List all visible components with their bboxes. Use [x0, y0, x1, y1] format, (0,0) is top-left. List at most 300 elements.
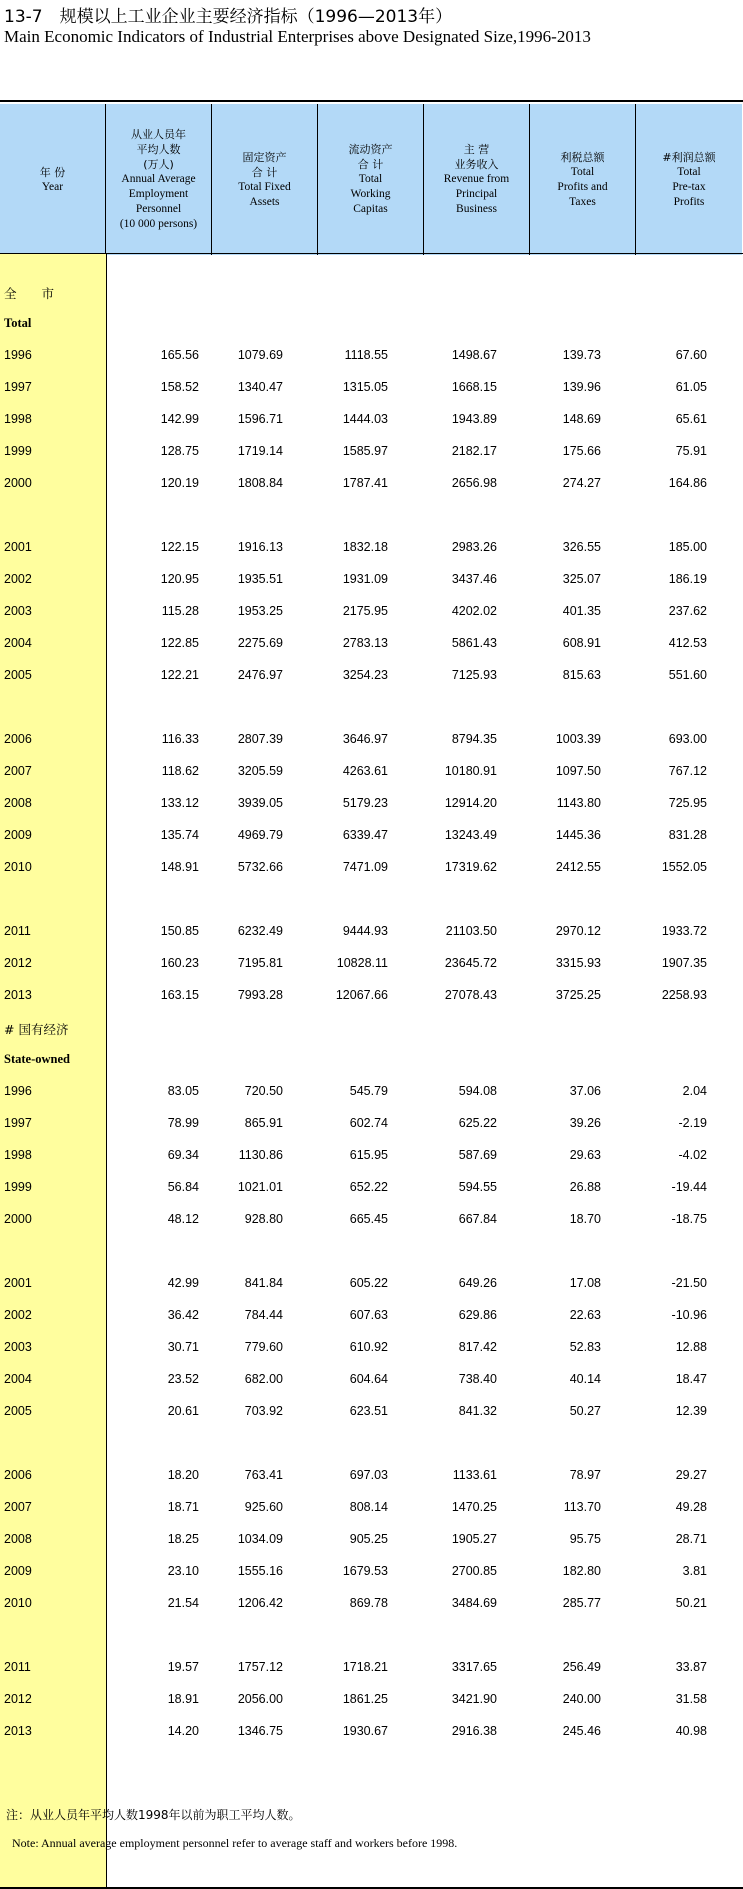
- value-cell: 2175.95: [342, 604, 388, 618]
- value-cell: 122.85: [160, 636, 199, 650]
- value-cell: 325.07: [562, 572, 601, 586]
- value-cell: 1097.50: [555, 764, 601, 778]
- value-cell: 2807.39: [237, 732, 283, 746]
- value-cell: 1668.15: [451, 380, 497, 394]
- value-cell: 7195.81: [237, 956, 283, 970]
- value-cell: 122.15: [160, 540, 199, 554]
- year-cell: 2008: [4, 796, 32, 810]
- value-cell: 3725.25: [555, 988, 601, 1002]
- value-cell: 1916.13: [237, 540, 283, 554]
- value-cell: 625.22: [458, 1116, 497, 1130]
- value-cell: 28.71: [675, 1532, 707, 1546]
- value-cell: 40.98: [675, 1724, 707, 1738]
- value-cell: 78.97: [569, 1468, 601, 1482]
- table-row: [0, 986, 743, 1006]
- value-cell: 3484.69: [451, 1596, 497, 1610]
- year-cell: 1998: [4, 1148, 32, 1162]
- value-cell: 182.80: [562, 1564, 601, 1578]
- value-cell: 18.20: [167, 1468, 199, 1482]
- year-column: [0, 254, 107, 1887]
- value-cell: 12067.66: [335, 988, 388, 1002]
- year-cell: 2004: [4, 636, 32, 650]
- value-cell: 39.26: [569, 1116, 601, 1130]
- value-cell: 65.61: [675, 412, 707, 426]
- table-row: [0, 1722, 743, 1742]
- value-cell: 3.81: [682, 1564, 707, 1578]
- year-cell: 2002: [4, 1308, 32, 1322]
- table-row: [0, 1146, 743, 1166]
- value-cell: 6339.47: [342, 828, 388, 842]
- year-cell: 1997: [4, 380, 32, 394]
- year-cell: 2002: [4, 572, 32, 586]
- value-cell: 4202.02: [451, 604, 497, 618]
- header-cn-4: 主 营 业务收入: [454, 143, 499, 171]
- table-row: [0, 1466, 743, 1486]
- table-row: [0, 1370, 743, 1390]
- value-cell: 23.10: [167, 1564, 199, 1578]
- year-cell: 1996: [4, 1084, 32, 1098]
- table-row: [0, 1274, 743, 1294]
- value-cell: -19.44: [671, 1180, 707, 1194]
- value-cell: 135.74: [160, 828, 199, 842]
- value-cell: 139.73: [562, 348, 601, 362]
- table-row: [0, 1690, 743, 1710]
- header-col-1: [106, 104, 212, 255]
- year-cell: 2000: [4, 1212, 32, 1226]
- value-cell: 607.63: [349, 1308, 388, 1322]
- value-cell: 48.12: [167, 1212, 199, 1226]
- header-col-3: [318, 104, 424, 255]
- value-cell: 869.78: [349, 1596, 388, 1610]
- value-cell: 1498.67: [451, 348, 497, 362]
- year-cell: 2008: [4, 1532, 32, 1546]
- value-cell: 56.84: [167, 1180, 199, 1194]
- value-cell: 8794.35: [451, 732, 497, 746]
- header-cn-1: 从业人员年 平均人数 (万人): [130, 128, 186, 171]
- value-cell: 925.60: [244, 1500, 283, 1514]
- value-cell: 256.49: [562, 1660, 601, 1674]
- value-cell: 7993.28: [237, 988, 283, 1002]
- value-cell: 274.27: [562, 476, 601, 490]
- table-row: [0, 1530, 743, 1550]
- value-cell: -10.96: [671, 1308, 707, 1322]
- value-cell: 779.60: [244, 1340, 283, 1354]
- value-cell: 1907.35: [661, 956, 707, 970]
- note-cn: 注：从业人员年平均人数1998年以前为职工平均人数。: [6, 1808, 301, 1822]
- table-row: [0, 602, 743, 622]
- header-col-4: [424, 104, 530, 255]
- table-row: [0, 1658, 743, 1678]
- header-col-2: [212, 104, 318, 255]
- value-cell: 2.04: [682, 1084, 707, 1098]
- value-cell: 164.86: [668, 476, 707, 490]
- value-cell: 1718.21: [342, 1660, 388, 1674]
- table-row: [0, 378, 743, 398]
- table-row: [0, 922, 743, 942]
- value-cell: 2700.85: [451, 1564, 497, 1578]
- value-cell: 22.63: [569, 1308, 601, 1322]
- value-cell: 3421.90: [451, 1692, 497, 1706]
- value-cell: 594.55: [458, 1180, 497, 1194]
- table-row: [0, 794, 743, 814]
- value-cell: 665.45: [349, 1212, 388, 1226]
- section-label-cn: 全 市: [4, 286, 55, 301]
- table-row: [0, 442, 743, 462]
- value-cell: 3254.23: [342, 668, 388, 682]
- header-en-2: Total Fixed Assets: [238, 180, 291, 208]
- value-cell: 285.77: [562, 1596, 601, 1610]
- value-cell: 69.34: [167, 1148, 199, 1162]
- value-cell: 21103.50: [445, 924, 497, 938]
- value-cell: 1079.69: [237, 348, 283, 362]
- value-cell: 615.95: [349, 1148, 388, 1162]
- value-cell: -21.50: [671, 1276, 707, 1290]
- year-cell: 1999: [4, 1180, 32, 1194]
- value-cell: 608.91: [562, 636, 601, 650]
- value-cell: 401.35: [562, 604, 601, 618]
- value-cell: 1552.05: [661, 860, 707, 874]
- value-cell: 697.03: [349, 1468, 388, 1482]
- value-cell: 412.53: [668, 636, 707, 650]
- header-col-0: [0, 104, 106, 255]
- year-cell: 2009: [4, 1564, 32, 1578]
- table-row: [0, 1114, 743, 1134]
- header-en-0: Year: [41, 180, 64, 193]
- value-cell: 2275.69: [237, 636, 283, 650]
- year-cell: 2011: [4, 924, 31, 938]
- table-row: [0, 474, 743, 494]
- table-row: [0, 538, 743, 558]
- header-cn-0: 年 份: [39, 165, 66, 179]
- header-cn-3: 流动资产 合 计: [348, 143, 393, 171]
- value-cell: 23645.72: [444, 956, 497, 970]
- value-cell: 784.44: [244, 1308, 283, 1322]
- value-cell: 148.91: [160, 860, 199, 874]
- value-cell: 175.66: [562, 444, 601, 458]
- value-cell: 738.40: [458, 1372, 497, 1386]
- value-cell: 120.95: [160, 572, 199, 586]
- header-cn-5: 利税总额: [560, 150, 605, 164]
- value-cell: 240.00: [562, 1692, 601, 1706]
- table-row: [0, 1210, 743, 1230]
- value-cell: 841.32: [458, 1404, 497, 1418]
- year-cell: 1996: [4, 348, 32, 362]
- value-cell: 128.75: [160, 444, 199, 458]
- value-cell: 545.79: [349, 1084, 388, 1098]
- table-row: [0, 1338, 743, 1358]
- value-cell: 3646.97: [342, 732, 388, 746]
- value-cell: 150.85: [160, 924, 199, 938]
- value-cell: 2412.55: [555, 860, 601, 874]
- value-cell: 12.39: [675, 1404, 707, 1418]
- value-cell: 763.41: [244, 1468, 283, 1482]
- value-cell: 720.50: [244, 1084, 283, 1098]
- note-en: Note: Annual average employment personnel refer to average staff and workers before 1998.: [12, 1836, 458, 1850]
- value-cell: 18.70: [569, 1212, 601, 1226]
- value-cell: 31.58: [675, 1692, 707, 1706]
- value-cell: 1931.09: [342, 572, 388, 586]
- value-cell: 1953.25: [237, 604, 283, 618]
- value-cell: 2258.93: [661, 988, 707, 1002]
- value-cell: 49.28: [675, 1500, 707, 1514]
- year-cell: 1999: [4, 444, 32, 458]
- header-cn-6: #利润总额: [662, 150, 716, 164]
- value-cell: 27078.43: [444, 988, 497, 1002]
- value-cell: 1118.55: [344, 348, 388, 362]
- header-divider: [0, 253, 743, 254]
- value-cell: 18.25: [167, 1532, 199, 1546]
- value-cell: 682.00: [244, 1372, 283, 1386]
- value-cell: 604.64: [349, 1372, 388, 1386]
- year-cell: 2001: [4, 1276, 32, 1290]
- value-cell: 602.74: [349, 1116, 388, 1130]
- value-cell: 2783.13: [342, 636, 388, 650]
- value-cell: 1143.80: [556, 796, 601, 810]
- value-cell: 12.88: [675, 1340, 707, 1354]
- year-cell: 2006: [4, 732, 32, 746]
- value-cell: 113.70: [563, 1500, 601, 1514]
- value-cell: 5732.66: [237, 860, 283, 874]
- year-cell: 2007: [4, 1500, 32, 1514]
- value-cell: 1315.05: [342, 380, 388, 394]
- year-cell: 2009: [4, 828, 32, 842]
- value-cell: 120.19: [160, 476, 199, 490]
- value-cell: 2656.98: [451, 476, 497, 490]
- year-cell: 2007: [4, 764, 32, 778]
- year-cell: 1998: [4, 412, 32, 426]
- value-cell: 1555.16: [237, 1564, 283, 1578]
- year-cell: 2001: [4, 540, 32, 554]
- value-cell: 18.91: [167, 1692, 199, 1706]
- value-cell: 1130.86: [238, 1148, 283, 1162]
- value-cell: 186.19: [668, 572, 707, 586]
- value-cell: 905.25: [349, 1532, 388, 1546]
- value-cell: 165.56: [160, 348, 199, 362]
- value-cell: 26.88: [569, 1180, 601, 1194]
- table-row: [0, 954, 743, 974]
- value-cell: 118.62: [161, 764, 199, 778]
- value-cell: 1930.67: [342, 1724, 388, 1738]
- table-row: [0, 346, 743, 366]
- value-cell: 7471.09: [342, 860, 388, 874]
- value-cell: 20.61: [167, 1404, 199, 1418]
- value-cell: 1340.47: [237, 380, 283, 394]
- value-cell: 1445.36: [555, 828, 601, 842]
- value-cell: 1905.27: [451, 1532, 497, 1546]
- year-cell: 2013: [4, 988, 32, 1002]
- value-cell: 83.05: [167, 1084, 199, 1098]
- value-cell: 5861.43: [451, 636, 497, 650]
- table-header: [0, 100, 743, 255]
- value-cell: 2916.38: [451, 1724, 497, 1738]
- value-cell: 667.84: [458, 1212, 497, 1226]
- value-cell: 12914.20: [444, 796, 497, 810]
- table-row: [0, 1402, 743, 1422]
- value-cell: 1133.61: [452, 1468, 497, 1482]
- section-label-cn: # 国有经济: [4, 1022, 69, 1037]
- value-cell: 3437.46: [451, 572, 497, 586]
- value-cell: 52.83: [569, 1340, 601, 1354]
- value-cell: 50.21: [675, 1596, 707, 1610]
- value-cell: 3939.05: [237, 796, 283, 810]
- value-cell: 2970.12: [555, 924, 601, 938]
- value-cell: 36.42: [167, 1308, 199, 1322]
- value-cell: 649.26: [458, 1276, 497, 1290]
- value-cell: 1719.14: [237, 444, 283, 458]
- value-cell: 158.52: [160, 380, 199, 394]
- value-cell: 9444.93: [342, 924, 388, 938]
- year-cell: 2011: [4, 1660, 31, 1674]
- value-cell: 7125.93: [451, 668, 497, 682]
- value-cell: 19.57: [167, 1660, 199, 1674]
- value-cell: 2182.17: [451, 444, 497, 458]
- value-cell: 163.15: [160, 988, 199, 1002]
- value-cell: 50.27: [569, 1404, 601, 1418]
- table-row: [0, 1082, 743, 1102]
- value-cell: 865.91: [244, 1116, 283, 1130]
- value-cell: 18.47: [675, 1372, 707, 1386]
- value-cell: 1832.18: [342, 540, 388, 554]
- year-cell: 2000: [4, 476, 32, 490]
- section-label-en: Total: [4, 316, 32, 330]
- table-row: [0, 858, 743, 878]
- value-cell: 133.12: [160, 796, 199, 810]
- value-cell: 1444.03: [342, 412, 388, 426]
- value-cell: 1757.12: [237, 1660, 283, 1674]
- header-en-5: Total Profits and Taxes: [557, 165, 608, 208]
- value-cell: 551.60: [668, 668, 707, 682]
- value-cell: 326.55: [562, 540, 601, 554]
- year-cell: 2005: [4, 1404, 32, 1418]
- table-row: [0, 1306, 743, 1326]
- header-col-5: [530, 104, 636, 255]
- value-cell: 652.22: [349, 1180, 388, 1194]
- value-cell: 841.84: [244, 1276, 283, 1290]
- table-row: [0, 666, 743, 686]
- header-en-4: Revenue from Principal Business: [443, 173, 510, 215]
- value-cell: 629.86: [458, 1308, 497, 1322]
- value-cell: 2983.26: [451, 540, 497, 554]
- value-cell: 42.99: [167, 1276, 199, 1290]
- table-row: [0, 762, 743, 782]
- value-cell: 703.92: [244, 1404, 283, 1418]
- value-cell: 116.33: [161, 732, 199, 746]
- value-cell: 61.05: [675, 380, 707, 394]
- value-cell: 4263.61: [342, 764, 388, 778]
- value-cell: 139.96: [562, 380, 601, 394]
- value-cell: 1021.01: [237, 1180, 283, 1194]
- section-label-en: State-owned: [4, 1052, 70, 1066]
- value-cell: 6232.49: [237, 924, 283, 938]
- value-cell: 587.69: [458, 1148, 497, 1162]
- value-cell: 1034.09: [237, 1532, 283, 1546]
- value-cell: 160.23: [160, 956, 199, 970]
- value-cell: 37.06: [569, 1084, 601, 1098]
- table-row: [0, 634, 743, 654]
- value-cell: 115.28: [161, 604, 199, 618]
- year-cell: 2003: [4, 1340, 32, 1354]
- value-cell: 33.87: [675, 1660, 707, 1674]
- value-cell: 610.92: [349, 1340, 388, 1354]
- value-cell: 1933.72: [661, 924, 707, 938]
- value-cell: 29.63: [569, 1148, 601, 1162]
- table-row: [0, 730, 743, 750]
- table-row: [0, 1178, 743, 1198]
- value-cell: 148.69: [562, 412, 601, 426]
- value-cell: 4969.79: [237, 828, 283, 842]
- value-cell: 78.99: [167, 1116, 199, 1130]
- value-cell: 10180.91: [444, 764, 497, 778]
- value-cell: 1003.39: [555, 732, 601, 746]
- value-cell: 1679.53: [342, 1564, 388, 1578]
- value-cell: 3317.65: [451, 1660, 497, 1674]
- year-cell: 2010: [4, 1596, 32, 1610]
- header-cn-2: 固定资产 合 计: [242, 150, 287, 179]
- value-cell: -4.02: [678, 1148, 707, 1162]
- year-cell: 2006: [4, 1468, 32, 1482]
- year-cell: 2003: [4, 604, 32, 618]
- table-row: [0, 1594, 743, 1614]
- year-cell: 1997: [4, 1116, 32, 1130]
- value-cell: 693.00: [668, 732, 707, 746]
- header-en-6: Total Pre-tax Profits: [672, 165, 706, 208]
- value-cell: 14.20: [167, 1724, 199, 1738]
- page-title-cn: 13-7 规模以上工业企业主要经济指标（1996—2013年）: [4, 7, 453, 27]
- value-cell: 1943.89: [451, 412, 497, 426]
- value-cell: 237.62: [668, 604, 707, 618]
- value-cell: 808.14: [349, 1500, 388, 1514]
- value-cell: 95.75: [569, 1532, 601, 1546]
- table-row: [0, 1498, 743, 1518]
- value-cell: 75.91: [675, 444, 707, 458]
- value-cell: 3315.93: [555, 956, 601, 970]
- value-cell: 605.22: [349, 1276, 388, 1290]
- value-cell: 1596.71: [237, 412, 283, 426]
- value-cell: 1470.25: [451, 1500, 497, 1514]
- table-row: [0, 570, 743, 590]
- value-cell: 17319.62: [444, 860, 497, 874]
- value-cell: 13243.49: [444, 828, 497, 842]
- value-cell: -2.19: [678, 1116, 707, 1130]
- value-cell: 185.00: [668, 540, 707, 554]
- value-cell: 831.28: [668, 828, 707, 842]
- table-row: [0, 410, 743, 430]
- value-cell: 29.27: [675, 1468, 707, 1482]
- value-cell: 1787.41: [342, 476, 388, 490]
- value-cell: 67.60: [675, 348, 707, 362]
- value-cell: 21.54: [167, 1596, 199, 1610]
- year-cell: 2012: [4, 956, 32, 970]
- value-cell: 23.52: [167, 1372, 199, 1386]
- table-row: [0, 826, 743, 846]
- year-cell: 2013: [4, 1724, 32, 1738]
- value-cell: 2056.00: [237, 1692, 283, 1706]
- value-cell: 1861.25: [342, 1692, 388, 1706]
- value-cell: 3205.59: [237, 764, 283, 778]
- value-cell: 2476.97: [237, 668, 283, 682]
- value-cell: 1808.84: [237, 476, 283, 490]
- page-title-en: Main Economic Indicators of Industrial Enterprises above Designated Size,1996-2013: [4, 27, 591, 46]
- table-row: [0, 1562, 743, 1582]
- value-cell: 1206.42: [237, 1596, 283, 1610]
- value-cell: 594.08: [458, 1084, 497, 1098]
- value-cell: 17.08: [569, 1276, 601, 1290]
- value-cell: 1585.97: [342, 444, 388, 458]
- value-cell: 817.42: [458, 1340, 497, 1354]
- value-cell: 245.46: [562, 1724, 601, 1738]
- header-col-6: [636, 104, 742, 255]
- value-cell: 5179.23: [342, 796, 388, 810]
